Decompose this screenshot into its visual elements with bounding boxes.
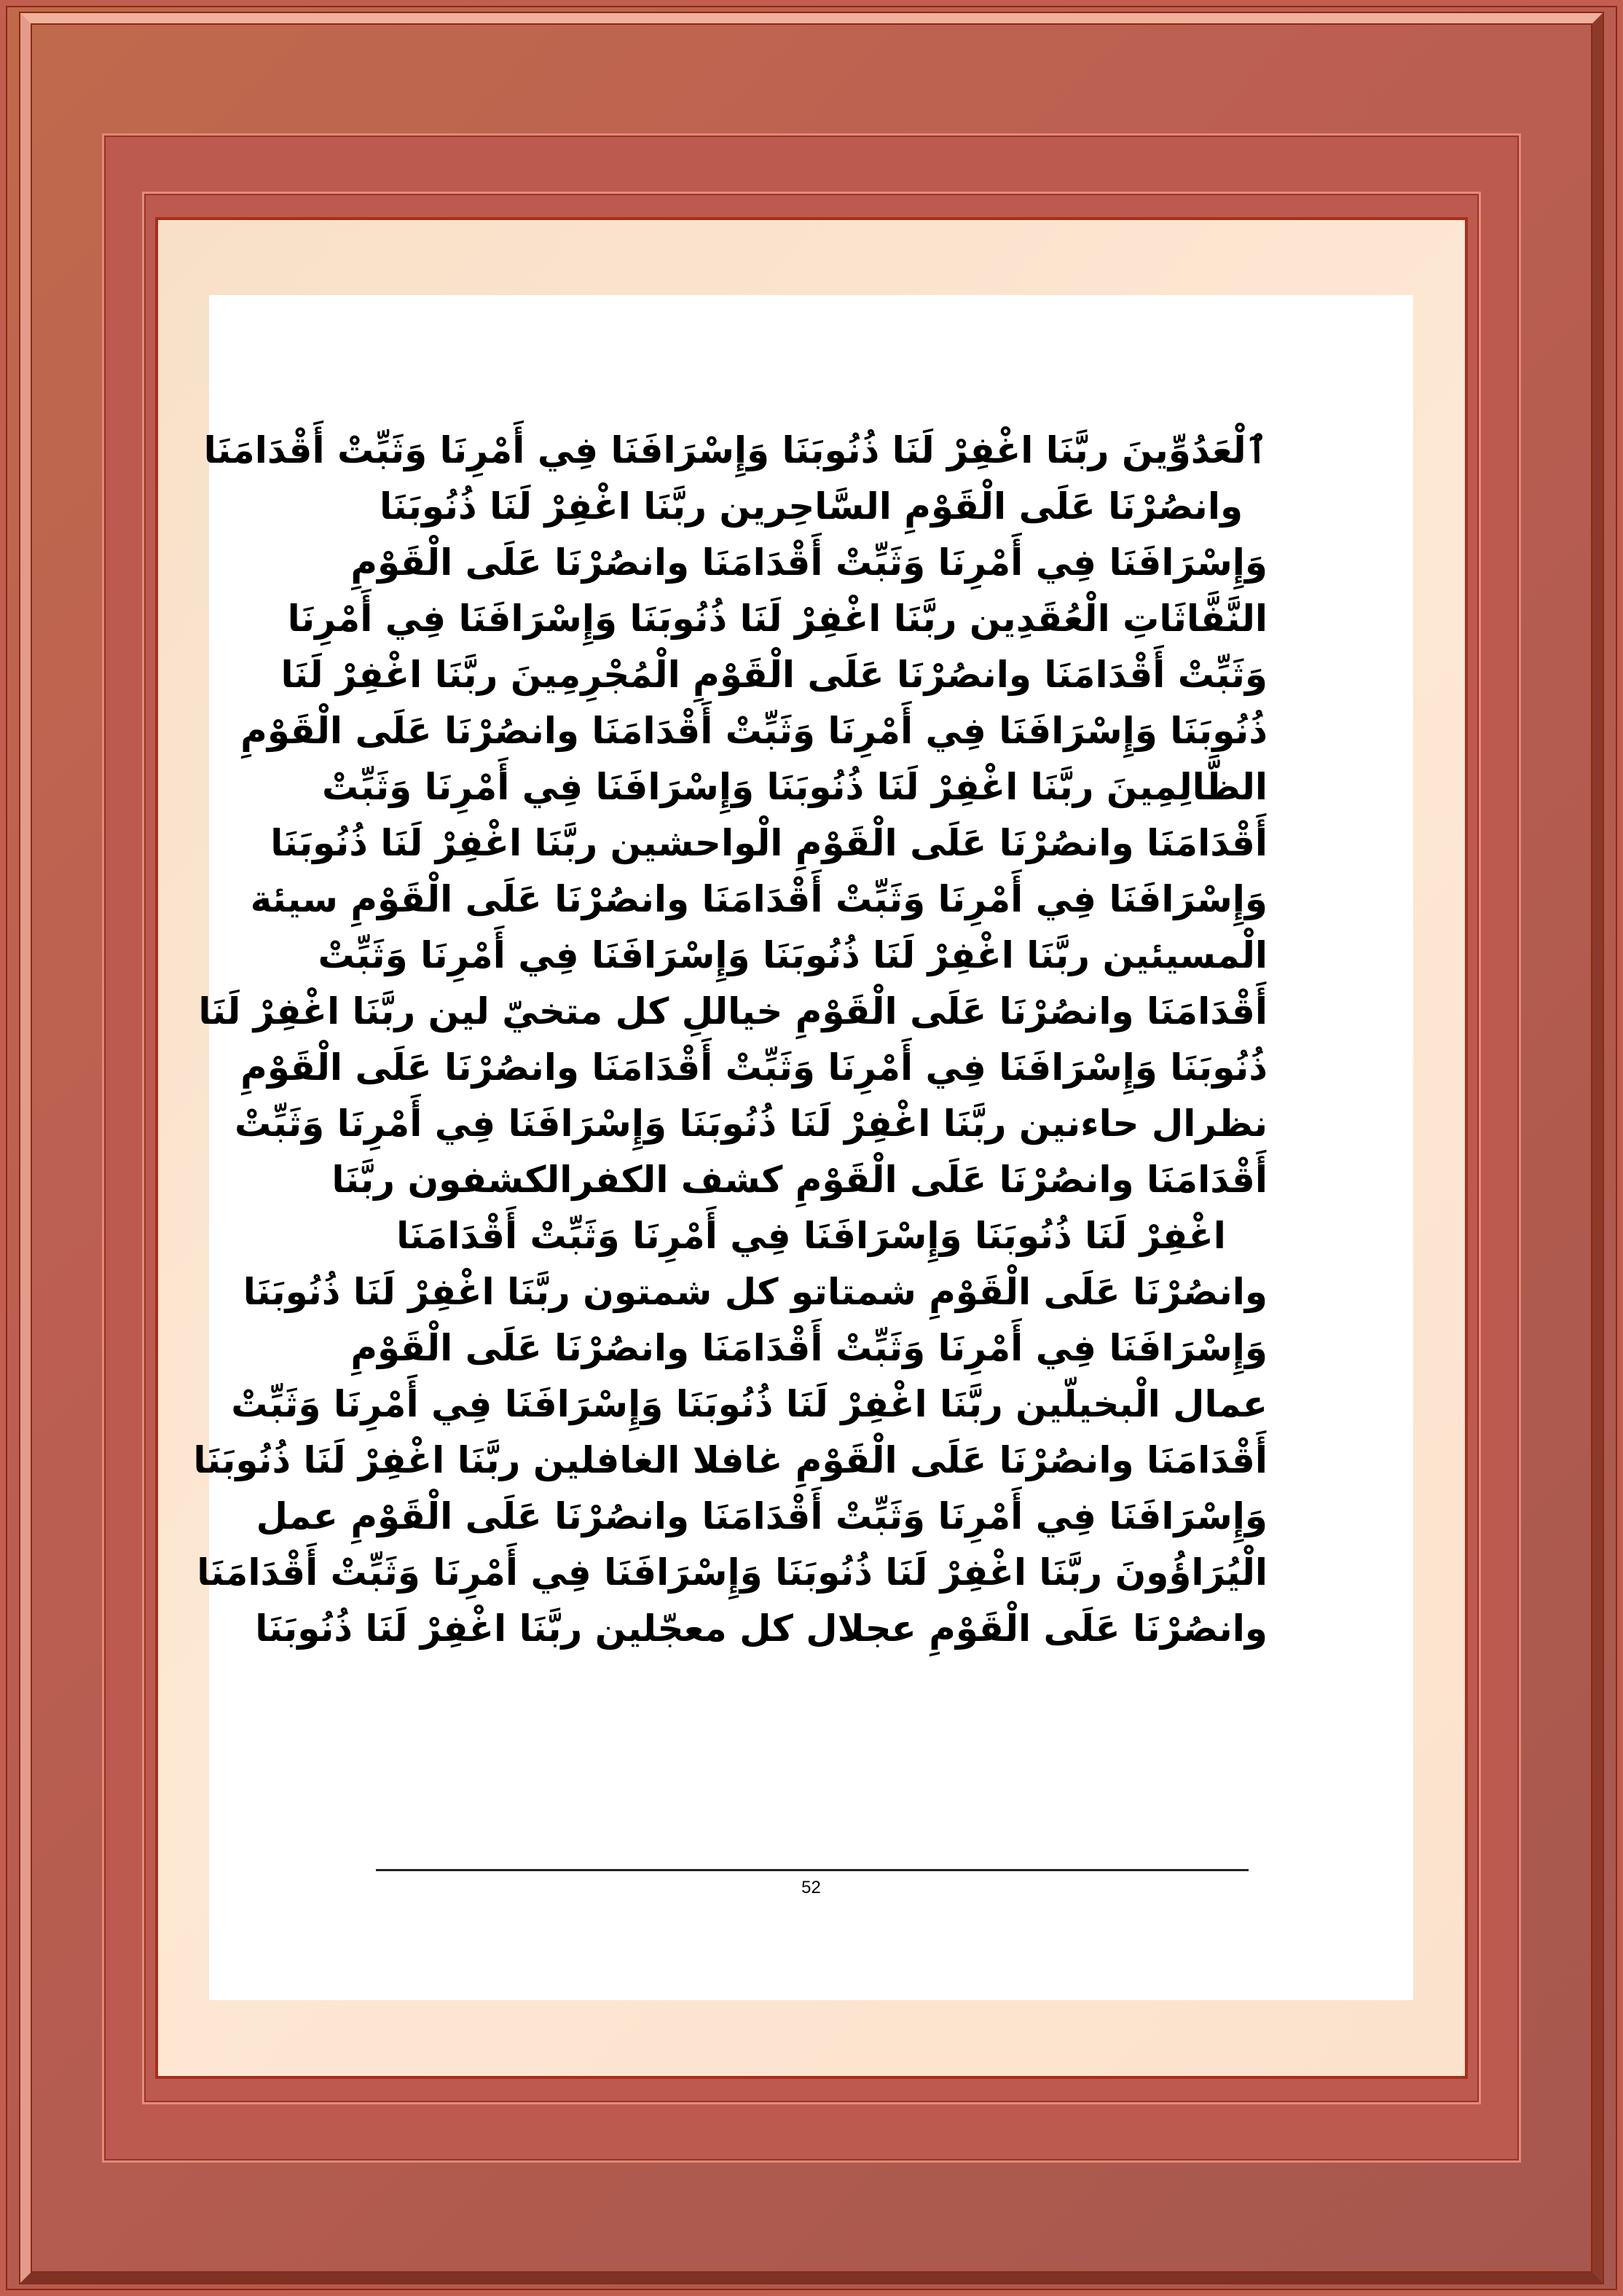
page-number: 52: [801, 1878, 821, 1897]
text-line: وانصُرْنَا عَلَى الْقَوْمِ السَّاحِرين ربَّنَا اغْفِرْ لَنَا ذُنُوبَنَا: [379, 485, 1243, 528]
text-line: أَقْدَامَنَا وانصُرْنَا عَلَى الْقَوْمِ خياللِ كل متخيّ لين ربَّنَا اغْفِرْ لَنَا: [198, 990, 1268, 1033]
text-line: وَإِسْرَافَنَا فِي أَمْرِنَا وَثَبِّتْ أَقْدَامَنَا وانصُرْنَا عَلَى الْقَوْمِ: [350, 541, 1268, 584]
document-page: [193, 295, 1413, 2000]
text-line: وانصُرْنَا عَلَى الْقَوْمِ شمتاتو كل شمتون ربَّنَا اغْفِرْ لَنَا ذُنُوبَنَا: [243, 1271, 1268, 1313]
text-line: ذُنُوبَنَا وَإِسْرَافَنَا فِي أَمْرِنَا وَثَبِّتْ أَقْدَامَنَا وانصُرْنَا عَلَى الْقَوْمِ: [240, 1046, 1268, 1089]
text-line: الظَّالِمِينَ ربَّنَا اغْفِرْ لَنَا ذُنُوبَنَا وَإِسْرَافَنَا فِي أَمْرِنَا وَثَبِّتْ: [322, 766, 1268, 808]
text-line: أَقْدَامَنَا وانصُرْنَا عَلَى الْقَوْمِ غافلا الغافلين ربَّنَا اغْفِرْ لَنَا ذُنُوبَنَا: [193, 1439, 1268, 1481]
text-line: نظرال حاءنين ربَّنَا اغْفِرْ لَنَا ذُنُوبَنَا وَإِسْرَافَنَا فِي أَمْرِنَا وَثَبِّتْ: [235, 1102, 1268, 1145]
text-line: النَّفَّاثَاتِ الْعُقَدِين ربَّنَا اغْفِرْ لَنَا ذُنُوبَنَا وَإِسْرَافَنَا فِي أَمْرِنَا: [287, 597, 1268, 640]
text-line: اغْفِرْ لَنَا ذُنُوبَنَا وَإِسْرَافَنَا فِي أَمْرِنَا وَثَبِّتْ أَقْدَامَنَا: [396, 1215, 1226, 1257]
text-line: أَقْدَامَنَا وانصُرْنَا عَلَى الْقَوْمِ كشف الكفرالكشفون ربَّنَا: [331, 1159, 1268, 1201]
text-line: الْمسيئين ربَّنَا اغْفِرْ لَنَا ذُنُوبَنَا وَإِسْرَافَنَا فِي أَمْرِنَا وَثَبِّتْ: [318, 934, 1268, 976]
text-line: عمال الْبخيلّين ربَّنَا اغْفِرْ لَنَا ذُنُوبَنَا وَإِسْرَافَنَا فِي أَمْرِنَا وَثَبِّتْ: [231, 1383, 1268, 1425]
text-line: وَإِسْرَافَنَا فِي أَمْرِنَا وَثَبِّتْ أَقْدَامَنَا وانصُرْنَا عَلَى الْقَوْمِ سيئة: [250, 878, 1268, 920]
footer-divider: [376, 1869, 1249, 1871]
text-line: ٱلْعَدُوِّينَ ربَّنَا اغْفِرْ لَنَا ذُنُوبَنَا وَإِسْرَافَنَا فِي أَمْرِنَا وَثَبِّتْ أَقْدَامَنَا: [203, 429, 1268, 471]
text-line: الْيُرَاؤُونَ ربَّنَا اغْفِرْ لَنَا ذُنُوبَنَا وَإِسْرَافَنَا فِي أَمْرِنَا وَثَبِّتْ أَقْدَامَنَا: [197, 1551, 1268, 1594]
text-line: أَقْدَامَنَا وانصُرْنَا عَلَى الْقَوْمِ الْواحشين ربَّنَا اغْفِرْ لَنَا ذُنُوبَنَا: [270, 822, 1268, 864]
arabic-text-body: [193, 423, 1268, 1657]
text-line: ذُنُوبَنَا وَإِسْرَافَنَا فِي أَمْرِنَا وَثَبِّتْ أَقْدَامَنَا وانصُرْنَا عَلَى الْقَوْمِ: [240, 710, 1268, 752]
text-line: وَثَبِّتْ أَقْدَامَنَا وانصُرْنَا عَلَى الْقَوْمِ الْمُجْرِمِينَ ربَّنَا اغْفِرْ لَنَا: [280, 654, 1268, 696]
text-line: وانصُرْنَا عَلَى الْقَوْمِ عجلال كل معجّلين ربَّنَا اغْفِرْ لَنَا ذُنُوبَنَا: [255, 1607, 1268, 1650]
text-line: وَإِسْرَافَنَا فِي أَمْرِنَا وَثَبِّتْ أَقْدَامَنَا وانصُرْنَا عَلَى الْقَوْمِ: [350, 1327, 1268, 1369]
text-line: وَإِسْرَافَنَا فِي أَمْرِنَا وَثَبِّتْ أَقْدَامَنَا وانصُرْنَا عَلَى الْقَوْمِ عمل: [256, 1495, 1268, 1537]
